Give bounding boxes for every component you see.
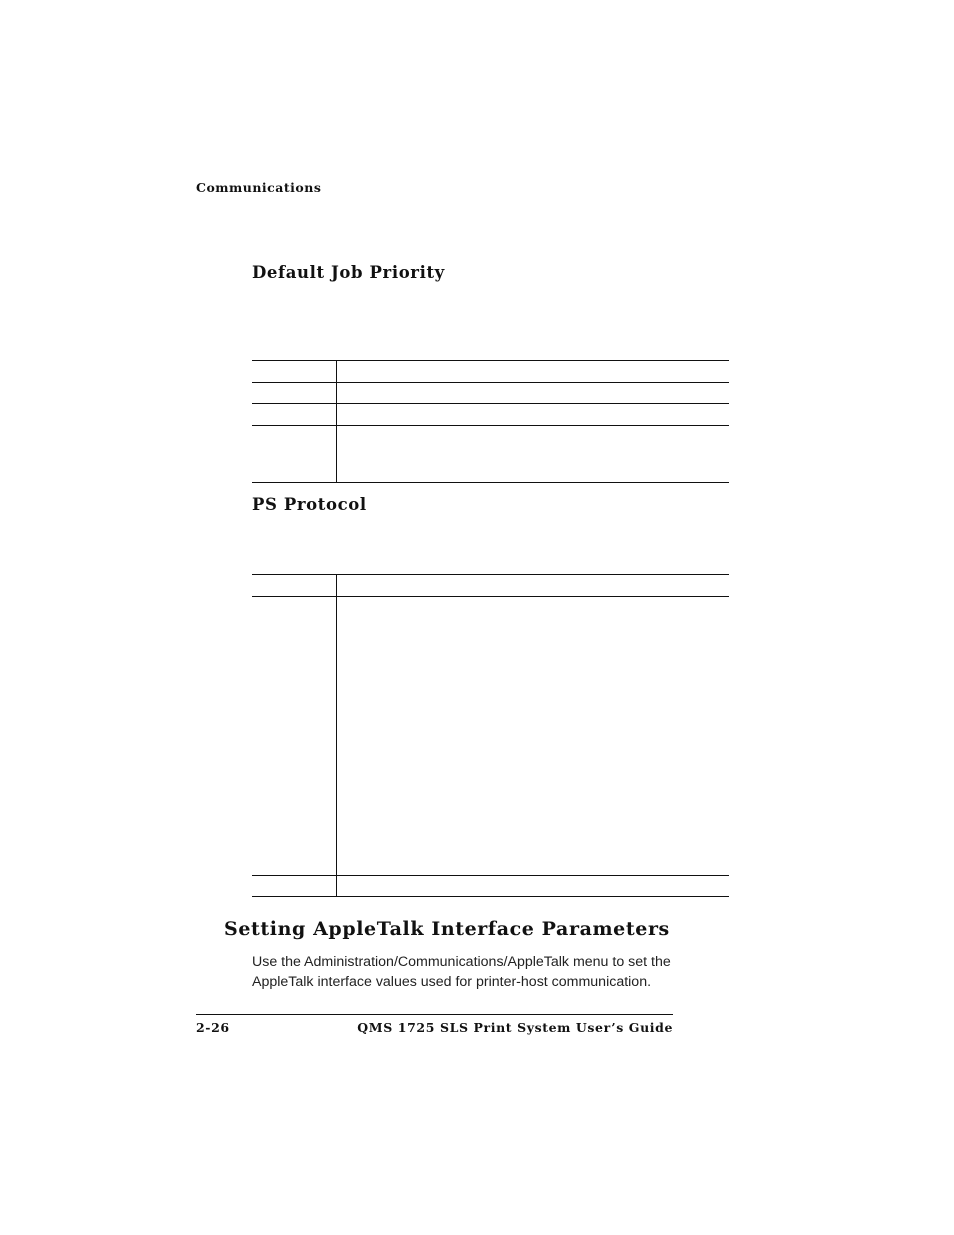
table-rule bbox=[252, 896, 729, 897]
heading-setting-appletalk: Setting AppleTalk Interface Parameters bbox=[224, 918, 670, 940]
table-rule bbox=[252, 425, 729, 426]
heading-ps-protocol: PS Protocol bbox=[252, 495, 367, 514]
table-rule bbox=[252, 596, 729, 597]
table-rule bbox=[252, 574, 729, 575]
book-title: QMS 1725 SLS Print System User’s Guide bbox=[357, 1020, 673, 1035]
table-rule bbox=[252, 360, 729, 361]
table-rule bbox=[252, 875, 729, 876]
footer-rule bbox=[196, 1014, 673, 1015]
table-column-divider bbox=[336, 574, 337, 896]
table-rule bbox=[252, 482, 729, 483]
appletalk-description: Use the Administration/Communications/AppleTalk menu to set the AppleTalk interface values used for printer-host communication. bbox=[252, 954, 671, 990]
table-rule bbox=[252, 403, 729, 404]
heading-default-job-priority: Default Job Priority bbox=[252, 263, 445, 282]
table-column-divider bbox=[336, 360, 337, 482]
running-head: Communications bbox=[196, 180, 322, 195]
table-rule bbox=[252, 382, 729, 383]
page-number: 2-26 bbox=[196, 1020, 230, 1035]
